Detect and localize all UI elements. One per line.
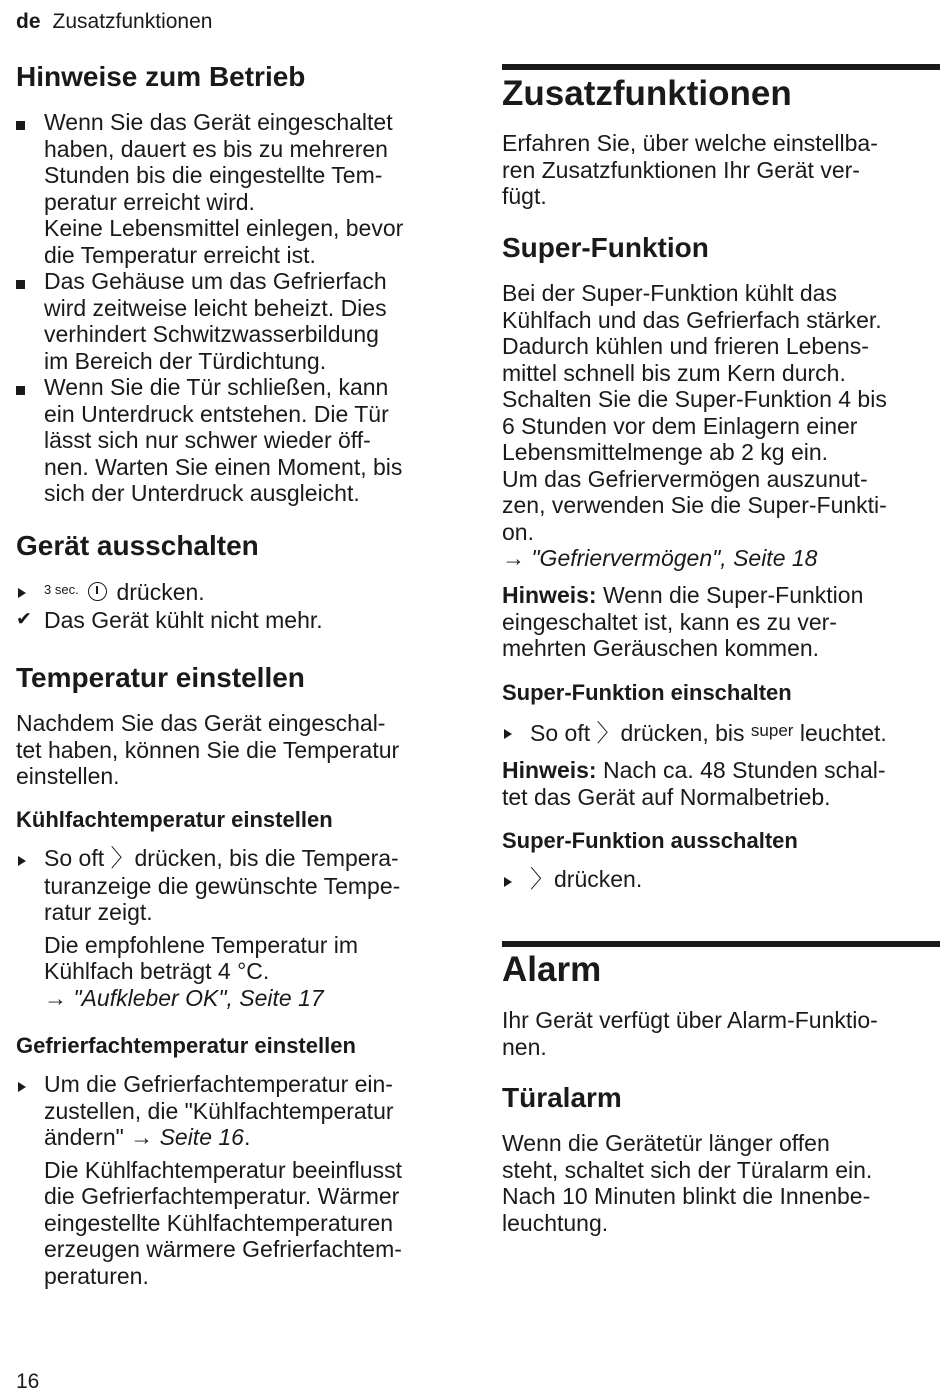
super-ein-hint: Hinweis: Nach ca. 48 Stunden schal- tet das Gerät auf Normalbetrieb. [502,757,886,810]
bullet-hinweis-1 [16,109,461,269]
heading-super-funktion: Super-Funktion [502,232,709,263]
square-bullet-icon [16,109,36,136]
heading-super-einschalten: Super-Funktion einschalten [502,680,792,705]
bullet-text: Das Gehäuse um das Gefrierfach wird zeitweise leicht beheizt. Dies verhindert Schwitzwasserbildung im Bereich der Türdichtung. [44,268,387,374]
language-code: de [16,10,41,33]
step-arrow-icon [16,845,36,872]
super-hint: Hinweis: Wenn die Super-Funktion eingeschaltet ist, kann es zu ver- mehrten Geräuschen kommen. [502,582,864,661]
tueralarm-body: Wenn die Gerätetür länger offen steht, schaltet sich der Türalarm ein. Nach 10 Minuten blinkt die Innenbe- leuchtung. [502,1130,873,1236]
chevron-right-icon: 〉 [110,845,135,872]
heading-hinweise: Hinweise zum Betrieb [16,61,306,92]
bullet-hinweis-3 [16,374,461,507]
result-ausschalten: ✔ Das Gerät kühlt nicht mehr. [16,607,323,633]
power-button-icon [88,582,107,601]
step-gefrierfach: Um die Gefrierfachtemperatur ein- zustellen, die "Kühlfachtemperatur ändern" → Seite 16. Die Kühlfachtemperatur beeinflusst die Gefrierfachtemperatur. Wärmer eingestellte Kühlfachtemperaturen erzeugen wärmere Gefrierfachtem- peraturen. [16,1071,461,1291]
section-rule [502,64,940,70]
super-indicator: super [750,721,794,740]
reference-arrow-icon: → [502,545,525,571]
zusatz-intro: Erfahren Sie, über welche einstellba- ren Zusatzfunktionen Ihr Gerät ver- fügt. [502,130,878,209]
step-arrow-icon [16,577,36,604]
step-arrow-icon [502,718,522,745]
reference-arrow-icon: → [130,1124,154,1150]
heading-zusatzfunktionen: Zusatzfunktionen [502,74,792,113]
temperatur-intro: Nachdem Sie das Gerät eingeschal- tet haben, können Sie die Temperatur einstellen. [16,710,400,789]
heading-kuehlfach: Kühlfachtemperatur einstellen [16,807,333,832]
page-header [16,8,212,36]
bullet-text: Wenn Sie die Tür schließen, kann ein Unterdruck entstehen. Die Tür lässt sich nur schwer wieder öff- nen. Warten Sie einen Moment, bis sich der Unterdruck ausgleicht. [44,374,403,506]
chevron-right-icon: 〉 [530,866,554,893]
reference-link[interactable]: "Gefriervermögen", Seite 18 [531,545,818,571]
step-arrow-icon [502,866,522,893]
bullet-hinweis-2 [16,268,461,374]
section-rule [502,941,940,947]
step-ausschalten: $^{3 sec.}$ drücken. [16,577,461,605]
running-title: Zusatzfunktionen [52,10,213,33]
reference-link[interactable]: Seite 16 [159,1124,244,1150]
reference-arrow-icon: → [44,984,67,1011]
heading-ausschalten: Gerät ausschalten [16,530,259,561]
heading-temperatur: Temperatur einstellen [16,662,305,693]
square-bullet-icon [16,374,36,401]
heading-super-ausschalten: Super-Funktion ausschalten [502,828,798,853]
heading-gefrierfach: Gefrierfachtemperatur einstellen [16,1033,356,1058]
step-kuehlfach: So oft 〉drücken, bis die Tempera- turanzeige die gewünschte Tempe- ratur zeigt. Die empfohlene Temperatur im Kühlfach beträgt 4 °C. → "Aufkleber OK", Seite 17 [16,845,461,1005]
bullet-text: Wenn Sie das Gerät eingeschaltet haben, dauert es bis zu mehreren Stunden bis die eingestellte Tem- peratur erreicht wird. Keine Lebensmittel einlegen, bevor die Temperatur erreicht ist. [44,109,404,268]
step-arrow-icon [16,1071,36,1098]
alarm-intro: Ihr Gerät verfügt über Alarm-Funktio- nen. [502,1007,878,1060]
step-super-ausschalten: 〉drücken. [502,866,940,894]
duration-label: 3 sec. [44,582,79,597]
super-body: Bei der Super-Funktion kühlt das Kühlfach und das Gefrierfach stärker. Dadurch kühlen und frieren Lebens- mittel schnell bis zum Kern durch. Schalten Sie die Super-Funktion 4 bis 6 Stunden vor dem Einlagern einer Lebensmittelmenge ab 2 kg ein. Um das Gefriervermögen auszunut- zen, verwenden Sie die Super-Funkti- on. → "Gefriervermögen", Seite 18 [502,280,887,571]
step-super-einschalten: So oft 〉drücken, bis $^{super}$ leuchtet. [502,718,940,746]
chevron-right-icon: 〉 [596,720,621,747]
page-number: 16 [16,1370,40,1393]
heading-tueralarm: Türalarm [502,1082,622,1113]
reference-link[interactable]: "Aufkleber OK", Seite 17 [73,984,324,1011]
square-bullet-icon [16,268,36,295]
heading-alarm: Alarm [502,950,602,989]
check-icon: ✔ [16,609,32,630]
